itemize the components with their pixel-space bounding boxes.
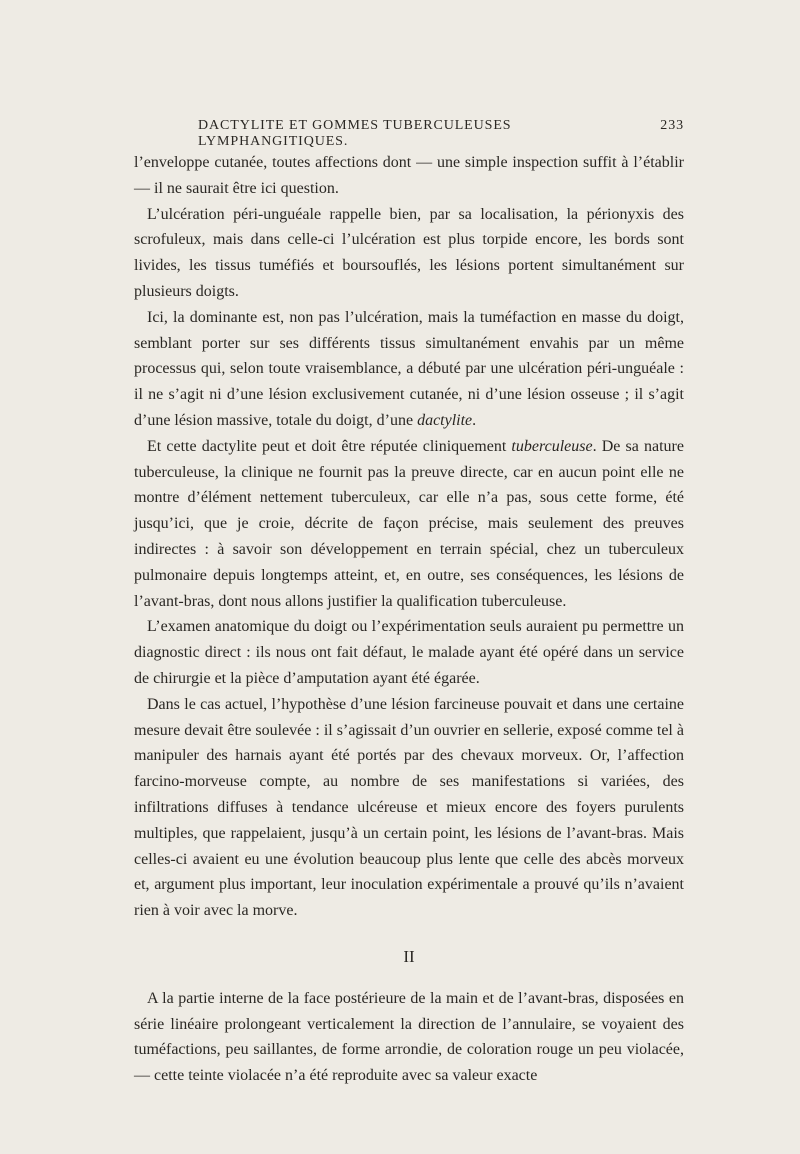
paragraph-3-text: Ici, la dominante est, non pas l’ulcération, mais la tuméfaction en masse du doigt, semblant porter sur ses différents tissus simultanément envahis par un même processus qui, selon toute vraisemblance, a débuté par une ulcération péri-unguéale : il ne s’agit ni d’une lésion exclusivement cutanée, ni d’une lésion osseuse ; il s’agit d’une lésion massive, totale du doigt, d’une (134, 308, 684, 429)
paragraph-3-end: . (472, 411, 477, 429)
paragraph-3 (134, 305, 684, 434)
paragraph-2: L’ulcération péri-unguéale rappelle bien, par sa localisation, la périonyxis des scrofuleux, mais dans celle-ci l’ulcération est plus torpide encore, les bords sont livides, les tissus tuméfiés et boursouflés, les lésions portent simultanément sur plusieurs doigts. (134, 205, 684, 300)
running-title: DACTYLITE ET GOMMES TUBERCULEUSES LYMPHANGITIQUES. (198, 118, 512, 149)
paragraph-1: l’enveloppe cutanée, toutes affections dont — une simple inspection suffit à l’établir — il ne saurait être ici question. (134, 154, 684, 197)
paragraph-4-text: . De sa nature tuberculeuse, la clinique ne fournit pas la preuve directe, car en aucun point elle ne montre d’élément nettement tuberculeux, car elle n’a pas, sous cette forme, été jusqu’ici, que je croie, décrite de façon précise, mais seulement des preuves indirectes : à savoir son développement en terrain spécial, chez un tuberculeux pulmonaire depuis longtemps atteint, et, en outre, ses conséquences, les lésions de l’avant-bras, dont nous allons justifier la qualification tuberculeuse. (134, 437, 684, 610)
running-header (198, 118, 684, 150)
paragraph-4-start: Et cette dactylite peut et doit être réputée cliniquement (147, 437, 512, 455)
paragraph-7: A la partie interne de la face postérieure de la main et de l’avant-bras, disposées en série linéaire prolongeant verticalement la direction de l’annulaire, se voyaient des tuméfactions, peu saillantes, de forme arrondie, de coloration rouge un peu violacée, — cette teinte violacée n’a été reproduite avec sa valeur exacte (134, 989, 684, 1085)
body-text (134, 150, 684, 1089)
italic-term-dactylite: dactylite (417, 411, 473, 429)
italic-term-tuberculeuse: tuberculeuse (511, 437, 593, 455)
paragraph-5: L’examen anatomique du doigt ou l’expérimentation seuls auraient pu permettre un diagnostic direct : ils nous ont fait défaut, le malade ayant été opéré dans un service de chirurgie et la pièce d’amputation ayant été égarée. (134, 618, 684, 687)
page-number: 233 (660, 118, 684, 133)
paragraph-4 (134, 434, 684, 615)
paragraph-6: Dans le cas actuel, l’hypothèse d’une lésion farcineuse pouvait et dans une certaine mesure devait être soulevée : il s’agissait d’un ouvrier en sellerie, exposé comme tel à manipuler des harnais ayant été portés par des chevaux morveux. Or, l’affection farcino-morveuse compte, au nombre de ses manifestations si variées, des infiltrations diffuses à tendance ulcéreuse et mieux encore des foyers purulents multiples, que rappelaient, jusqu’à un certain point, les lésions de l’avant-bras. Mais celles-ci avaient eu une évolution beaucoup plus lente que celle des abcès morveux et, argument plus important, leur inoculation expérimentale a prouvé qu’ils n’avaient rien à voir avec la morve. (134, 695, 684, 920)
section-heading: II (403, 946, 415, 966)
